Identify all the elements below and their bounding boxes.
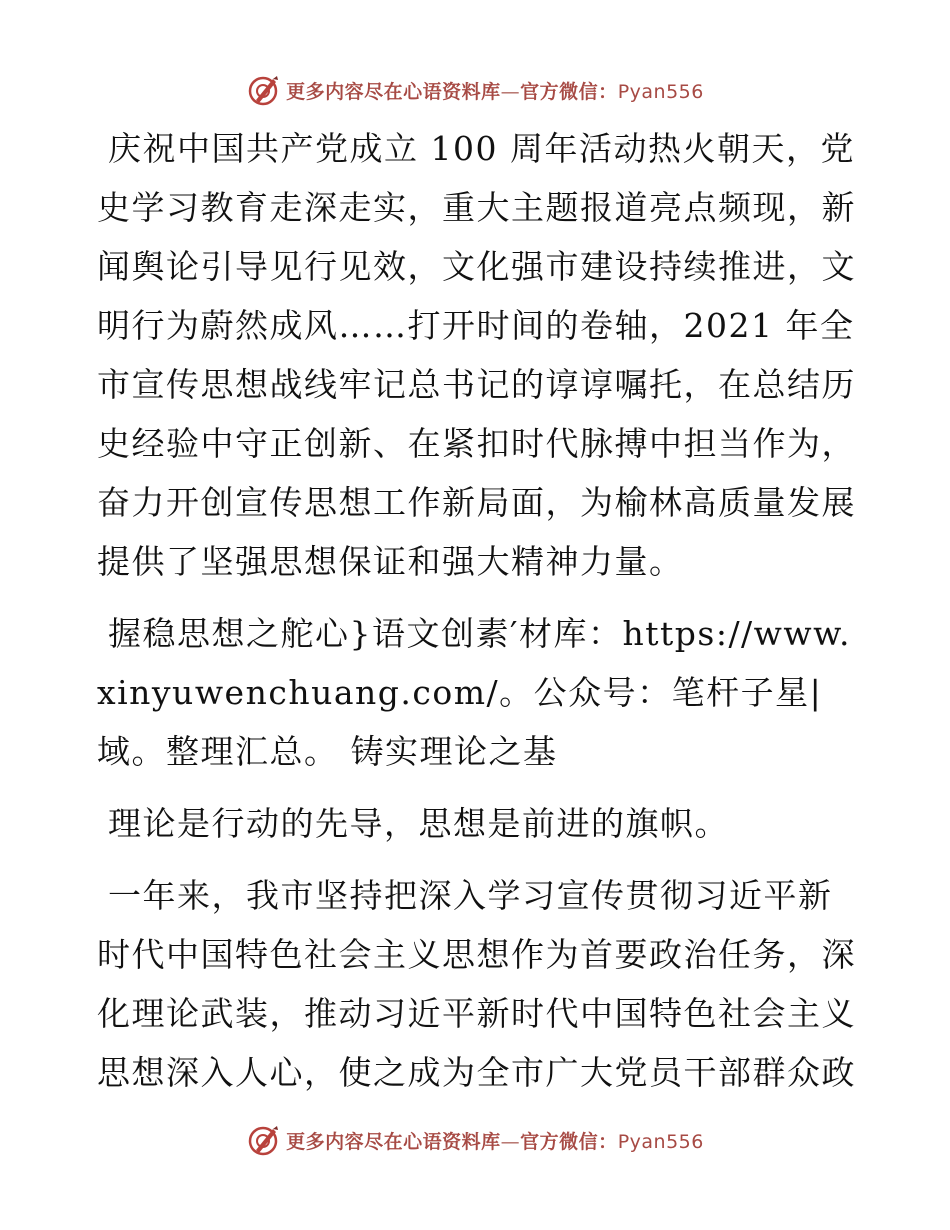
footer-contact-label: 官方微信： — [520, 1130, 618, 1153]
pen-logo-icon — [246, 73, 280, 107]
header-separator: — — [500, 80, 521, 103]
header-wechat-id: Pyan556 — [617, 80, 704, 103]
footer-wechat-id: Pyan556 — [617, 1130, 704, 1153]
header-contact-label: 官方微信： — [520, 80, 618, 103]
paragraph-1: 庆祝中国共产党成立 100 周年活动热火朝天，党史学习教育走深走实，重大主题报道亮点频现，新闻舆论引导见行见效，文化强市建设持续推进，文明行为蔚然成风……打开时间的卷轴，2021 年全市宣传思想战线牢记总书记的谆谆嘱托，在总结历史经验中守正创新、在紧扣时代脉搏中担当作为，奋力开创宣传思想工作新局面，为榆林高质量发展提供了坚强思想保证和强大精神力量。 — [97, 129, 856, 581]
footer-watermark — [0, 1120, 950, 1160]
paragraph-2: 握稳思想之舵心}语文创素′材库：https://www.xinyuwenchuang.com/。公众号：笔杆子星|域。整理汇总。 铸实理论之基 — [97, 614, 851, 771]
header-watermark — [0, 70, 950, 110]
header-site-text: 更多内容尽在心语资料库 — [286, 80, 501, 103]
header-banner-text — [286, 77, 704, 104]
document-body — [97, 119, 857, 1102]
pen-logo-icon — [246, 1123, 280, 1157]
footer-site-text: 更多内容尽在心语资料库 — [286, 1130, 501, 1153]
paragraph-4: 一年来，我市坚持把深入学习宣传贯彻习近平新时代中国特色社会主义思想作为首要政治任务，深化理论武装，推动习近平新时代中国特色社会主义思想深入人心，使之成为全市广大党员干部群众政 — [97, 876, 856, 1092]
footer-separator: — — [500, 1130, 521, 1153]
paragraph-3: 理论是行动的先导，思想是前进的旗帜。 — [108, 804, 729, 843]
footer-banner-text — [286, 1127, 704, 1154]
